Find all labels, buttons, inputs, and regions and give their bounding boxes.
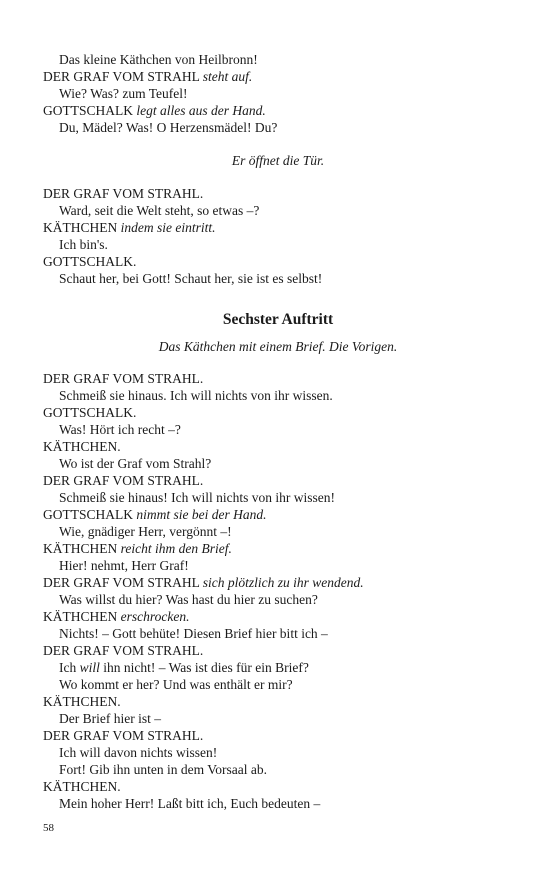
speaker-line (43, 778, 513, 795)
speaker-name: DER GRAF VOM STRAHL (43, 69, 200, 84)
page-number: 58 (43, 822, 54, 834)
speaker-name: GOTTSCHALK (43, 507, 133, 522)
speaker-line (43, 727, 513, 744)
speaker-name: DER GRAF VOM STRAHL. (43, 186, 204, 201)
speaker-direction: indem sie eintritt. (120, 220, 216, 235)
dialogue-line: Wie, gnädiger Herr, vergönnt –! (59, 524, 232, 539)
dialogue-text-em: will (79, 660, 100, 675)
dialogue-line: Schaut her, bei Gott! Schaut her, sie ist es selbst! (59, 271, 323, 286)
dialogue-line (43, 659, 513, 676)
dialogue-line: Ward, seit die Welt steht, so etwas –? (59, 203, 260, 218)
stage-direction: Er öffnet die Tür. (231, 153, 325, 168)
dialogue-line: Du, Mädel? Was! O Herzensmädel! Du? (59, 120, 278, 135)
dialogue-line: Hier! nehmt, Herr Graf! (59, 558, 189, 573)
speaker-line (43, 540, 513, 557)
speaker-line (43, 68, 513, 85)
speaker-name: DER GRAF VOM STRAHL. (43, 371, 204, 386)
speaker-line (43, 506, 513, 523)
speaker-line (43, 438, 513, 455)
speaker-name: KÄTHCHEN (43, 609, 118, 624)
dialogue-line: Ich bin's. (59, 237, 108, 252)
dialogue-line: Nichts! – Gott behüte! Diesen Brief hier bitt ich – (59, 626, 328, 641)
scene-direction: Das Käthchen mit einem Brief. Die Vorigen. (158, 339, 398, 354)
dialogue-line: Das kleine Käthchen von Heilbronn! (59, 52, 258, 67)
dialogue-line: Ich will davon nichts wissen! (59, 745, 218, 760)
speaker-name: DER GRAF VOM STRAHL. (43, 643, 204, 658)
dialogue-line: Mein hoher Herr! Laßt bitt ich, Euch bedeuten – (59, 796, 321, 811)
speaker-name: KÄTHCHEN (43, 541, 118, 556)
dialogue-line: Schmeiß sie hinaus! Ich will nichts von ihr wissen! (59, 490, 335, 505)
speaker-line (43, 472, 513, 489)
speaker-line (43, 185, 513, 202)
speaker-name: GOTTSCHALK (43, 103, 133, 118)
speaker-direction: erschrocken. (120, 609, 190, 624)
speaker-line (43, 642, 513, 659)
dialogue-line: Wo ist der Graf vom Strahl? (59, 456, 212, 471)
speaker-name: KÄTHCHEN. (43, 439, 121, 454)
dialogue-block-2 (43, 185, 513, 287)
speaker-direction: reicht ihm den Brief. (120, 541, 232, 556)
speaker-line (43, 574, 513, 591)
dialogue-line: Was! Hört ich recht –? (59, 422, 181, 437)
dialogue-text-pre: Ich (59, 660, 80, 675)
speaker-line (43, 219, 513, 236)
dialogue-text-post: ihn nicht! – Was ist dies für ein Brief? (99, 660, 309, 675)
speaker-name: DER GRAF VOM STRAHL. (43, 728, 204, 743)
dialogue-block-1 (43, 51, 513, 136)
speaker-name: GOTTSCHALK. (43, 405, 137, 420)
speaker-line (43, 608, 513, 625)
speaker-line (43, 404, 513, 421)
dialogue-line: Fort! Gib ihn unten in dem Vorsaal ab. (59, 762, 267, 777)
speaker-direction: steht auf. (202, 69, 253, 84)
speaker-name: GOTTSCHALK. (43, 254, 137, 269)
speaker-line (43, 370, 513, 387)
dialogue-line: Was willst du hier? Was hast du hier zu suchen? (59, 592, 318, 607)
scene-title: Sechster Auftritt (222, 311, 334, 328)
speaker-line (43, 693, 513, 710)
dialogue-line: Schmeiß sie hinaus. Ich will nichts von ihr wissen. (59, 388, 333, 403)
speaker-line (43, 253, 513, 270)
dialogue-line: Der Brief hier ist – (59, 711, 161, 726)
dialogue-line: Wo kommt er her? Und was enthält er mir? (59, 677, 293, 692)
dialogue-block-3 (43, 370, 513, 812)
dialogue-line: Wie? Was? zum Teufel! (59, 86, 188, 101)
speaker-line (43, 102, 513, 119)
speaker-name: DER GRAF VOM STRAHL (43, 575, 200, 590)
speaker-name: KÄTHCHEN. (43, 779, 121, 794)
speaker-direction: nimmt sie bei der Hand. (136, 507, 267, 522)
speaker-direction: sich plötzlich zu ihr wendend. (202, 575, 364, 590)
speaker-name: DER GRAF VOM STRAHL. (43, 473, 204, 488)
speaker-name: KÄTHCHEN. (43, 694, 121, 709)
speaker-direction: legt alles aus der Hand. (136, 103, 266, 118)
speaker-name: KÄTHCHEN (43, 220, 118, 235)
